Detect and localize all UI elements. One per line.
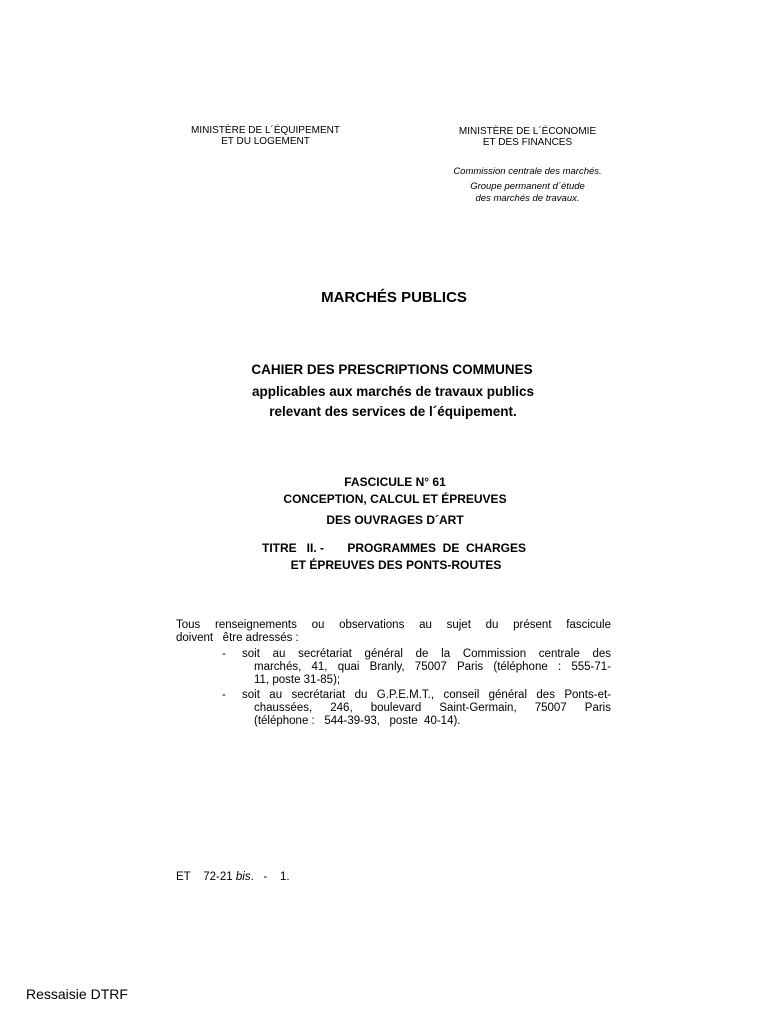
fascicule-line1: FASCICULE N° 61	[344, 475, 446, 489]
right-ministry	[440, 126, 615, 148]
item1-line1: soit au secrétariat général de la Commission centrale des	[242, 648, 611, 660]
right-ministry-line1: MINISTÈRE DE L´ÉCONOMIE	[458, 126, 597, 137]
main-title: MARCHÉS PUBLICS	[321, 289, 467, 306]
cahier-line2: applicables aux marchés de travaux publics	[251, 384, 535, 399]
fascicule-line2: CONCEPTION, CALCUL ET ÉPREUVES	[283, 492, 507, 506]
document-reference	[176, 871, 290, 883]
commission-line3: des marchés de travaux.	[475, 193, 580, 204]
contact-intro-line2: doivent être adressés :	[176, 631, 299, 644]
commission-line2: Groupe permanent d´étude	[470, 181, 585, 192]
item1-line3: 11, poste 31-85);	[254, 673, 341, 686]
contact-block	[176, 619, 611, 645]
cahier-line3: relevant des services de l´équipement.	[269, 404, 517, 419]
item2-line3: (téléphone : 544-39-93, poste 40-14).	[254, 714, 461, 727]
item1-dash: -	[222, 648, 226, 660]
fascicule-line3: DES OUVRAGES D´ART	[326, 513, 464, 527]
contact-intro-line1: Tous renseignements ou observations au sujet du présent fascicule	[176, 619, 611, 631]
item2-line1: soit au secrétariat du G.P.E.M.T., conseil général des Ponts-et-	[242, 689, 611, 701]
commission-line1: Commission centrale des marchés.	[453, 166, 602, 177]
right-ministry-line2: ET DES FINANCES	[482, 137, 573, 148]
cahier-line1: CAHIER DES PRESCRIPTIONS COMMUNES	[251, 362, 533, 377]
left-ministry-line2: ET DU LOGEMENT	[221, 136, 310, 147]
commission-block	[430, 166, 625, 205]
ref-italic: bis	[235, 871, 251, 883]
item1-line2: marchés, 41, quai Branly, 75007 Paris (téléphone : 555-71-	[254, 660, 611, 673]
ressaisie-stamp: Ressaisie DTRF	[26, 986, 128, 1002]
titre-line2: ET ÉPREUVES DES PONTS-ROUTES	[290, 558, 502, 572]
left-ministry	[168, 125, 363, 147]
contact-item2	[242, 689, 611, 727]
ref-suffix: . - 1.	[250, 871, 290, 883]
ref-prefix: ET 72-21	[176, 871, 233, 883]
titre-line1: TITRE II. - PROGRAMMES DE CHARGES	[261, 541, 527, 555]
item2-line2: chaussées, 246, boulevard Saint-Germain, 75007 Paris	[254, 701, 611, 714]
contact-item1	[242, 648, 611, 686]
item2-dash: -	[222, 689, 226, 701]
left-ministry-line1: MINISTÈRE DE L´ÉQUIPEMENT	[191, 125, 340, 136]
